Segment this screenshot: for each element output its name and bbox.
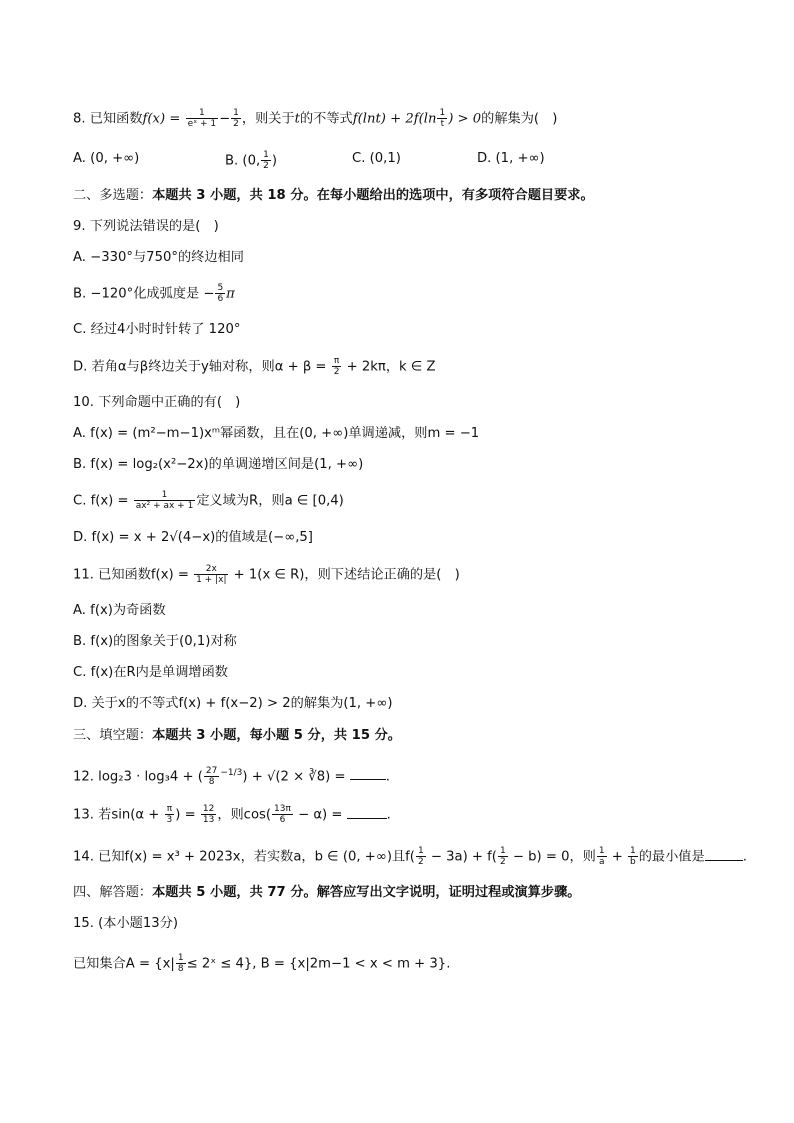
q8-var-t: t: [294, 111, 300, 127]
q8-option-c[interactable]: C. (0,1): [352, 151, 401, 166]
q14-frac2: [498, 846, 508, 867]
q8-frac1: [186, 108, 219, 129]
q8-suffix: 的解集为( ): [481, 111, 558, 127]
q14-answer-blank[interactable]: [705, 848, 743, 861]
q14-d3: a: [598, 857, 605, 867]
q15-den: 8: [177, 964, 184, 974]
q12-post: ) + √(2 × ∛8) =: [242, 769, 350, 785]
section-4-label: 四、解答题：: [73, 885, 153, 900]
q12-pre: 12. log₂3 · log₃4 + (: [73, 769, 203, 785]
q14-mid1: − 3a) + f(: [426, 849, 497, 865]
q9-option-b-post: π: [226, 286, 235, 302]
q10-option-b[interactable]: B. f(x) = log₂(x²−2x)的单调递增区间是(1, +∞): [73, 457, 364, 472]
q9-option-b-frac: [215, 283, 225, 304]
q13-pre: 13. 若sin(α +: [73, 807, 164, 823]
q13-post: − α) =: [293, 807, 347, 823]
q12-frac: [204, 766, 219, 787]
q8-ineq-a: f(lnt) + 2f(ln: [352, 111, 437, 127]
q14-post: 的最小值是: [638, 849, 705, 865]
q15-body-mid: ≤ 2ˣ ≤ 4}, B = {x|2m−1 < x < m + 3}: [186, 956, 447, 972]
q11-option-d[interactable]: D. 关于x的不等式f(x) + f(x−2) > 2的解集为(1, +∞): [73, 696, 393, 711]
q8-option-b-num: 1: [263, 150, 269, 160]
q12-answer-blank[interactable]: [350, 767, 386, 780]
q13-den3: 6: [279, 815, 286, 825]
question-12: 12. log₂3 · log₃4 + ( $\frac{27}{8}$ $^{-1/3}$) + √(2 × ∛8) = .: [73, 765, 390, 787]
q10-option-c[interactable]: [73, 490, 344, 511]
q14-mid2: − b) = 0，则: [508, 849, 596, 865]
q13-frac2: [201, 804, 216, 825]
q11-stem-post: + 1(x ∈ R)，则下述结论正确的是( ): [229, 567, 460, 583]
q8-frac3-den: t: [440, 119, 445, 129]
q10-option-d[interactable]: D. f(x) = x + 2√(4−x)的值域是(−∞,5]: [73, 530, 313, 545]
q11-option-c[interactable]: C. f(x)在R内是单调增函数: [73, 665, 228, 680]
q13-den1: 3: [166, 815, 173, 825]
q9-option-d-post: + 2kπ，k ∈ Z: [342, 359, 436, 375]
q9-option-d-frac: [332, 356, 342, 377]
q8-middle: ，则关于: [241, 111, 295, 127]
q8-ineq-b: ) > 0: [448, 111, 482, 127]
q9-option-c[interactable]: C. 经过4小时时针转了 120°: [73, 322, 241, 337]
q8-option-b-frac: [261, 150, 271, 171]
q8-frac1-den: eˣ + 1: [187, 119, 217, 129]
q8-middle2: 的不等式: [299, 111, 353, 127]
q12-num: 27: [205, 765, 218, 776]
q14-d1: 2: [417, 857, 424, 867]
q15-body-post: .: [446, 956, 451, 972]
q12-exponent: −1/3: [220, 768, 243, 778]
q15-frac: [176, 953, 186, 974]
question-8-options: [73, 150, 753, 170]
section-3-text: 本题共 3 小题，每小题 5 分，共 15 分。: [152, 728, 401, 743]
q11-option-b[interactable]: B. f(x)的图象关于(0,1)对称: [73, 634, 237, 649]
q8-frac3: [437, 108, 447, 129]
q9-b-den: 6: [217, 294, 224, 304]
q14-pre: 14. 已知f(x) = x³ + 2023x，若实数a，b ∈ (0, +∞)且f(: [73, 849, 415, 865]
q10-option-a[interactable]: A. f(x) = (m²−m−1)xᵐ幂函数，且在(0, +∞)单调递减，则m = −1: [73, 426, 480, 441]
q13-den2: 13: [202, 815, 215, 825]
q13-num3: 13π: [274, 804, 291, 814]
q8-prefix: 8. 已知函数: [73, 111, 143, 127]
q14-n3: 1: [598, 846, 605, 856]
question-9-stem: 9. 下列说法错误的是( ): [73, 219, 219, 234]
section-2-text: 本题共 3 小题，共 18 分。在每小题给出的选项中，有多项符合题目要求。: [152, 188, 594, 203]
q14-frac4: [628, 846, 638, 867]
q9-d-den: 2: [333, 367, 340, 377]
q13-answer-blank[interactable]: [347, 806, 387, 819]
question-11-stem: [73, 564, 460, 585]
q14-n1: 1: [417, 846, 424, 856]
question-15-body: [73, 953, 450, 974]
q10-option-c-post: 定义域为R，则a ∈ [0,4): [196, 493, 344, 509]
q14-n2: 1: [499, 846, 506, 856]
q8-func: f(x) =: [142, 111, 185, 127]
q10-c-num: 1: [134, 490, 196, 501]
q10-option-c-pre: C. f(x) =: [73, 493, 133, 509]
q8-frac2-num: 1: [233, 108, 239, 118]
q8-option-a[interactable]: A. (0, +∞): [73, 151, 140, 166]
q13-mid2: ，则cos(: [217, 807, 272, 823]
q13-num1: π: [165, 804, 175, 815]
q12-den: 8: [208, 776, 215, 787]
section-2-label: 二、多选题：: [73, 188, 153, 203]
q14-plus: +: [607, 849, 628, 865]
q11-num: 2x: [194, 564, 228, 575]
q8-option-b-post: ): [271, 153, 278, 169]
q9-d-num: π: [332, 356, 342, 367]
q14-frac3: [597, 846, 607, 867]
q11-stem-pre: 11. 已知函数f(x) =: [73, 567, 194, 583]
q8-option-b[interactable]: [225, 150, 277, 171]
q10-option-c-frac: [134, 490, 196, 511]
q8-minus: −: [219, 111, 231, 127]
question-8-stem: [73, 108, 557, 129]
q15-num: 1: [177, 953, 184, 963]
q9-option-d[interactable]: [73, 356, 436, 377]
q14-n4: 1: [630, 846, 636, 856]
q8-option-b-den: 2: [263, 161, 269, 171]
q13-num2: 12: [202, 804, 215, 814]
section-3-label: 三、填空题：: [73, 728, 153, 743]
q14-d2: 2: [499, 857, 506, 867]
q13-frac3: [272, 804, 293, 825]
q9-option-d-pre: D. 若角α与β终边关于y轴对称，则α + β =: [73, 359, 331, 375]
q9-option-b[interactable]: [73, 283, 235, 304]
question-13: 13. 若sin(α + $\frac{\pi}{3}$ ) = $\frac{12}{13}$ ，则cos( $\frac{13\pi}{6}$ − α) = .: [73, 804, 391, 825]
q11-den: 1 + |x|: [196, 575, 227, 585]
q11-option-a[interactable]: A. f(x)为奇函数: [73, 603, 166, 618]
section-3-heading: [73, 727, 401, 745]
q9-b-num: 5: [217, 283, 224, 293]
question-15-heading: 15. (本小题13分): [73, 916, 178, 931]
section-4-text: 本题共 5 小题，共 77 分。解答应写出文字说明，证明过程或演算步骤。: [152, 885, 581, 900]
section-4-heading: [73, 884, 580, 902]
q8-option-d[interactable]: D. (1, +∞): [477, 151, 545, 166]
q10-c-den: ax² + ax + 1: [135, 501, 194, 511]
q8-frac2: [231, 108, 241, 129]
q8-frac1-num: 1: [186, 108, 219, 119]
q9-option-a[interactable]: A. −330°与750°的终边相同: [73, 250, 244, 265]
q8-frac3-num: 1: [439, 108, 446, 118]
section-2-heading: [73, 187, 594, 205]
q8-option-b-pre: B. (0,: [225, 153, 261, 169]
question-14: 14. 已知f(x) = x³ + 2023x，若实数a，b ∈ (0, +∞)且f( $\frac{1}{2}$ − 3a) + f( $\frac{1}{2}$ − b) = 0，则 $\frac{1}{a}$ + $\frac{1}{b}$ 的最小值是 .: [73, 846, 747, 867]
q13-frac1: [165, 804, 175, 825]
q13-mid: ) =: [175, 807, 200, 823]
q9-option-b-pre: B. −120°化成弧度是 −: [73, 286, 215, 302]
question-10-stem: 10. 下列命题中正确的有( ): [73, 395, 241, 410]
q11-stem-frac: [194, 564, 228, 585]
q14-d4: b: [630, 857, 636, 867]
q14-frac1: [416, 846, 426, 867]
q8-frac2-den: 2: [233, 119, 239, 129]
q15-body-pre: 已知集合A = {x|: [73, 956, 175, 972]
